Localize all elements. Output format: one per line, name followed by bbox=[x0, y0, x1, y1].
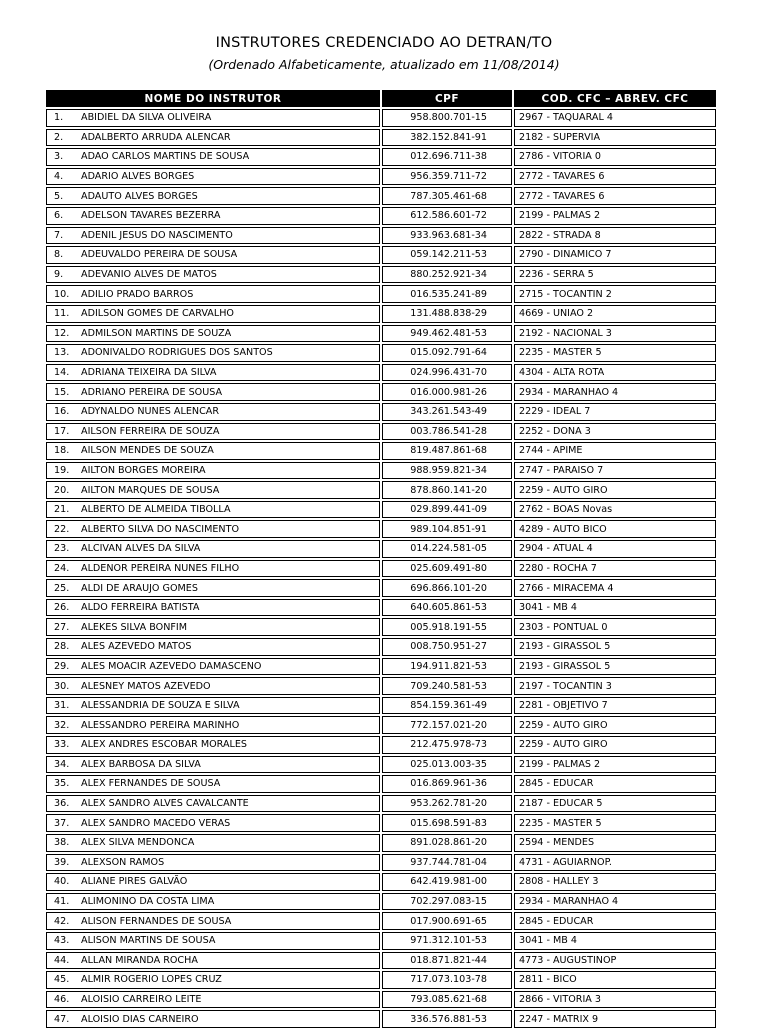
instructor-name-cell bbox=[46, 1010, 380, 1028]
row-number: 39. bbox=[54, 856, 70, 868]
instructor-name: ADRIANA TEIXEIRA DA SILVA bbox=[81, 367, 217, 379]
instructor-name: ALBERTO SILVA DO NASCIMENTO bbox=[81, 523, 240, 535]
cpf-cell: 717.073.103-78 bbox=[382, 971, 512, 989]
table-row bbox=[46, 971, 716, 989]
instructor-name: ALEX SILVA MENDONCA bbox=[81, 837, 195, 849]
instructor-name: ADAUTO ALVES BORGES bbox=[81, 190, 198, 202]
cpf-cell: 880.252.921-34 bbox=[382, 266, 512, 284]
cpf-cell: 194.911.821-53 bbox=[382, 658, 512, 676]
instructor-name: ADAO CARLOS MARTINS DE SOUSA bbox=[81, 151, 250, 163]
row-number: 30. bbox=[54, 680, 70, 692]
instructor-name: ALISON MARTINS DE SOUSA bbox=[81, 935, 216, 947]
cpf-cell: 640.605.861-53 bbox=[382, 599, 512, 617]
instructor-name: ALDO FERREIRA BATISTA bbox=[81, 602, 200, 614]
instructor-name: ALMIR ROGERIO LOPES CRUZ bbox=[81, 974, 222, 986]
row-number: 32. bbox=[54, 719, 70, 731]
cpf-cell: 025.609.491-80 bbox=[382, 560, 512, 578]
cpf-cell: 956.359.711-72 bbox=[382, 168, 512, 186]
cpf-cell: 787.305.461-68 bbox=[382, 187, 512, 205]
cpf-cell: 131.488.838-29 bbox=[382, 305, 512, 323]
instructor-name: ADELSON TAVARES BEZERRA bbox=[81, 210, 221, 222]
cpf-cell: 025.013.003-35 bbox=[382, 756, 512, 774]
row-number: 37. bbox=[54, 817, 70, 829]
cpf-cell: 018.871.821-44 bbox=[382, 952, 512, 970]
cpf-cell: 642.419.981-00 bbox=[382, 873, 512, 891]
cpf-cell: 212.475.978-73 bbox=[382, 736, 512, 754]
instructor-name-cell bbox=[46, 423, 380, 441]
document-title: INSTRUTORES CREDENCIADO AO DETRAN/TO bbox=[215, 35, 553, 51]
table-row bbox=[46, 716, 716, 734]
table-row bbox=[46, 873, 716, 891]
instructor-name-cell bbox=[46, 560, 380, 578]
cpf-cell: 016.535.241-89 bbox=[382, 285, 512, 303]
header-name: NOME DO INSTRUTOR bbox=[46, 90, 380, 107]
table-row bbox=[46, 383, 716, 401]
cpf-cell: 702.297.083-15 bbox=[382, 893, 512, 911]
instructor-name: ALEX ANDRES ESCOBAR MORALES bbox=[81, 739, 248, 751]
row-number: 11. bbox=[54, 308, 70, 320]
table-row bbox=[46, 1010, 716, 1028]
cfc-cell: 2766 - MIRACEMA 4 bbox=[514, 579, 716, 597]
instructor-name: ALCIVAN ALVES DA SILVA bbox=[81, 543, 201, 555]
cpf-cell: 382.152.841-91 bbox=[382, 129, 512, 147]
row-number: 8. bbox=[54, 249, 64, 261]
instructor-name-cell bbox=[46, 325, 380, 343]
row-number: 21. bbox=[54, 504, 70, 516]
instructor-name: ADENIL JESUS DO NASCIMENTO bbox=[81, 229, 233, 241]
cfc-cell: 4773 - AUGUSTINOP bbox=[514, 952, 716, 970]
instructor-name-cell bbox=[46, 109, 380, 127]
row-number: 12. bbox=[54, 327, 70, 339]
row-number: 22. bbox=[54, 523, 70, 535]
row-number: 42. bbox=[54, 915, 70, 927]
table-row bbox=[46, 795, 716, 813]
cfc-cell: 2934 - MARANHAO 4 bbox=[514, 383, 716, 401]
table-row bbox=[46, 677, 716, 695]
cpf-cell: 819.487.861-68 bbox=[382, 442, 512, 460]
cpf-cell: 696.866.101-20 bbox=[382, 579, 512, 597]
row-number: 25. bbox=[54, 582, 70, 594]
table-row bbox=[46, 129, 716, 147]
cfc-cell: 2866 - VITORIA 3 bbox=[514, 991, 716, 1009]
row-number: 6. bbox=[54, 210, 64, 222]
cfc-cell: 2247 - MATRIX 9 bbox=[514, 1010, 716, 1028]
table-row bbox=[46, 364, 716, 382]
instructor-name: ALOISIO CARREIRO LEITE bbox=[81, 994, 202, 1006]
instructor-name: AILSON MENDES DE SOUZA bbox=[81, 445, 214, 457]
instructor-name-cell bbox=[46, 952, 380, 970]
instructor-name-cell bbox=[46, 207, 380, 225]
instructor-name-cell bbox=[46, 873, 380, 891]
table-row bbox=[46, 442, 716, 460]
cfc-cell: 2236 - SERRA 5 bbox=[514, 266, 716, 284]
instructor-name: ADYNALDO NUNES ALENCAR bbox=[81, 406, 220, 418]
cpf-cell: 015.698.591-83 bbox=[382, 814, 512, 832]
row-number: 16. bbox=[54, 406, 70, 418]
instructor-name-cell bbox=[46, 481, 380, 499]
cpf-cell: 989.104.851-91 bbox=[382, 520, 512, 538]
instructor-name: ALES AZEVEDO MATOS bbox=[81, 641, 192, 653]
cfc-cell: 2786 - VITORIA 0 bbox=[514, 148, 716, 166]
instructor-name: ADARIO ALVES BORGES bbox=[81, 171, 195, 183]
instructor-name-cell bbox=[46, 129, 380, 147]
table-row bbox=[46, 991, 716, 1009]
instructor-name-cell bbox=[46, 540, 380, 558]
table-row bbox=[46, 168, 716, 186]
cpf-cell: 015.092.791-64 bbox=[382, 344, 512, 362]
cfc-cell: 2934 - MARANHAO 4 bbox=[514, 893, 716, 911]
row-number: 17. bbox=[54, 425, 70, 437]
table-row bbox=[46, 912, 716, 930]
instructor-name-cell bbox=[46, 697, 380, 715]
row-number: 7. bbox=[54, 229, 64, 241]
instructor-name: ALOISIO DIAS CARNEIRO bbox=[81, 1013, 199, 1025]
instructor-name: AILTON MARQUES DE SOUSA bbox=[81, 484, 220, 496]
instructor-name-cell bbox=[46, 638, 380, 656]
table-row bbox=[46, 775, 716, 793]
instructor-name-cell bbox=[46, 246, 380, 264]
instructor-name: ADALBERTO ARRUDA ALENCAR bbox=[81, 131, 231, 143]
cfc-cell: 4731 - AGUIARNOP. bbox=[514, 854, 716, 872]
header-cfc: COD. CFC – ABREV. CFC bbox=[514, 90, 716, 107]
cfc-cell: 4289 - AUTO BICO bbox=[514, 520, 716, 538]
instructor-name: ALLAN MIRANDA ROCHA bbox=[81, 954, 198, 966]
row-number: 20. bbox=[54, 484, 70, 496]
cfc-cell: 2197 - TOCANTIN 3 bbox=[514, 677, 716, 695]
instructor-name: ABIDIEL DA SILVA OLIVEIRA bbox=[81, 112, 212, 124]
row-number: 19. bbox=[54, 464, 70, 476]
cpf-cell: 017.900.691-65 bbox=[382, 912, 512, 930]
table-row bbox=[46, 246, 716, 264]
instructor-name-cell bbox=[46, 618, 380, 636]
cpf-cell: 971.312.101-53 bbox=[382, 932, 512, 950]
cfc-cell: 2259 - AUTO GIRO bbox=[514, 716, 716, 734]
cfc-cell: 2192 - NACIONAL 3 bbox=[514, 325, 716, 343]
cfc-cell: 2594 - MENDES bbox=[514, 834, 716, 852]
header-cpf: CPF bbox=[382, 90, 512, 107]
instructor-name-cell bbox=[46, 148, 380, 166]
instructor-name: ALEX BARBOSA DA SILVA bbox=[81, 758, 201, 770]
table-row bbox=[46, 285, 716, 303]
table-row bbox=[46, 501, 716, 519]
instructor-name-cell bbox=[46, 658, 380, 676]
cfc-cell: 2822 - STRADA 8 bbox=[514, 227, 716, 245]
cfc-cell: 2845 - EDUCAR bbox=[514, 775, 716, 793]
table-row bbox=[46, 266, 716, 284]
cfc-cell: 2281 - OBJETIVO 7 bbox=[514, 697, 716, 715]
cfc-cell: 2715 - TOCANTIN 2 bbox=[514, 285, 716, 303]
cfc-cell: 2193 - GIRASSOL 5 bbox=[514, 638, 716, 656]
row-number: 2. bbox=[54, 131, 64, 143]
cpf-cell: 949.462.481-53 bbox=[382, 325, 512, 343]
instructor-name: ALEX SANDRO ALVES CAVALCANTE bbox=[81, 798, 249, 810]
table-row bbox=[46, 540, 716, 558]
row-number: 33. bbox=[54, 739, 70, 751]
table-row bbox=[46, 560, 716, 578]
instructor-name-cell bbox=[46, 520, 380, 538]
row-number: 4. bbox=[54, 171, 64, 183]
cpf-cell: 937.744.781-04 bbox=[382, 854, 512, 872]
instructor-name-cell bbox=[46, 501, 380, 519]
instructor-name-cell bbox=[46, 991, 380, 1009]
instructor-name: ADEVANIO ALVES DE MATOS bbox=[81, 269, 217, 281]
table-row bbox=[46, 462, 716, 480]
cfc-cell: 2772 - TAVARES 6 bbox=[514, 168, 716, 186]
cpf-cell: 343.261.543-49 bbox=[382, 403, 512, 421]
table-row bbox=[46, 697, 716, 715]
cpf-cell: 003.786.541-28 bbox=[382, 423, 512, 441]
table-row bbox=[46, 834, 716, 852]
instructor-name-cell bbox=[46, 912, 380, 930]
cpf-cell: 014.224.581-05 bbox=[382, 540, 512, 558]
table-row bbox=[46, 325, 716, 343]
instructor-name: AILSON FERREIRA DE SOUZA bbox=[81, 425, 220, 437]
instructor-name: ALDENOR PEREIRA NUNES FILHO bbox=[81, 562, 240, 574]
row-number: 5. bbox=[54, 190, 64, 202]
table-row bbox=[46, 756, 716, 774]
table-row bbox=[46, 618, 716, 636]
row-number: 1. bbox=[54, 112, 64, 124]
row-number: 13. bbox=[54, 347, 70, 359]
instructor-name-cell bbox=[46, 383, 380, 401]
cpf-cell: 005.918.191-55 bbox=[382, 618, 512, 636]
cpf-cell: 008.750.951-27 bbox=[382, 638, 512, 656]
instructor-name-cell bbox=[46, 168, 380, 186]
instructor-name-cell bbox=[46, 932, 380, 950]
cfc-cell: 2772 - TAVARES 6 bbox=[514, 187, 716, 205]
row-number: 24. bbox=[54, 562, 70, 574]
row-number: 29. bbox=[54, 660, 70, 672]
row-number: 47. bbox=[54, 1013, 70, 1025]
cpf-cell: 012.696.711-38 bbox=[382, 148, 512, 166]
instructor-name-cell bbox=[46, 677, 380, 695]
row-number: 46. bbox=[54, 994, 70, 1006]
instructor-name: ALEKES SILVA BONFIM bbox=[81, 621, 187, 633]
cfc-cell: 2229 - IDEAL 7 bbox=[514, 403, 716, 421]
instructor-name: ALESSANDRIA DE SOUZA E SILVA bbox=[81, 700, 240, 712]
table-row bbox=[46, 854, 716, 872]
instructor-name-cell bbox=[46, 305, 380, 323]
table-header-row bbox=[46, 90, 716, 107]
table-row bbox=[46, 305, 716, 323]
cpf-cell: 016.000.981-26 bbox=[382, 383, 512, 401]
instructor-name: ALEX FERNANDES DE SOUSA bbox=[81, 778, 221, 790]
row-number: 38. bbox=[54, 837, 70, 849]
instructor-name-cell bbox=[46, 795, 380, 813]
instructor-name: ALEXSON RAMOS bbox=[81, 856, 165, 868]
cfc-cell: 2747 - PARAISO 7 bbox=[514, 462, 716, 480]
table-row bbox=[46, 579, 716, 597]
instructor-name: ALBERTO DE ALMEIDA TIBOLLA bbox=[81, 504, 231, 516]
cfc-cell: 2199 - PALMAS 2 bbox=[514, 756, 716, 774]
instructor-name-cell bbox=[46, 971, 380, 989]
instructor-name-cell bbox=[46, 403, 380, 421]
row-number: 35. bbox=[54, 778, 70, 790]
cfc-cell: 2808 - HALLEY 3 bbox=[514, 873, 716, 891]
row-number: 3. bbox=[54, 151, 64, 163]
cfc-cell: 3041 - MB 4 bbox=[514, 932, 716, 950]
instructor-name: ALISON FERNANDES DE SOUSA bbox=[81, 915, 232, 927]
cpf-cell: 029.899.441-09 bbox=[382, 501, 512, 519]
instructor-name: ADRIANO PEREIRA DE SOUSA bbox=[81, 386, 223, 398]
table-row bbox=[46, 403, 716, 421]
instructor-name-cell bbox=[46, 266, 380, 284]
row-number: 40. bbox=[54, 876, 70, 888]
row-number: 15. bbox=[54, 386, 70, 398]
instructor-name-cell bbox=[46, 834, 380, 852]
table-row bbox=[46, 423, 716, 441]
cpf-cell: 059.142.211-53 bbox=[382, 246, 512, 264]
cpf-cell: 854.159.361-49 bbox=[382, 697, 512, 715]
instructor-name-cell bbox=[46, 599, 380, 617]
cfc-cell: 4669 - UNIAO 2 bbox=[514, 305, 716, 323]
row-number: 28. bbox=[54, 641, 70, 653]
cpf-cell: 612.586.601-72 bbox=[382, 207, 512, 225]
table-row bbox=[46, 227, 716, 245]
instructor-name-cell bbox=[46, 344, 380, 362]
instructor-name: ADILIO PRADO BARROS bbox=[81, 288, 194, 300]
row-number: 14. bbox=[54, 367, 70, 379]
table-row bbox=[46, 207, 716, 225]
cpf-cell: 024.996.431-70 bbox=[382, 364, 512, 382]
cfc-cell: 2259 - AUTO GIRO bbox=[514, 481, 716, 499]
table-row bbox=[46, 638, 716, 656]
instructor-name: ALEX SANDRO MACEDO VERAS bbox=[81, 817, 231, 829]
cfc-cell: 2744 - APIME bbox=[514, 442, 716, 460]
instructor-name-cell bbox=[46, 462, 380, 480]
table-row bbox=[46, 109, 716, 127]
instructor-name: ALDI DE ARAUJO GOMES bbox=[81, 582, 198, 594]
table-row bbox=[46, 520, 716, 538]
instructor-name: ALES MOACIR AZEVEDO DAMASCENO bbox=[81, 660, 262, 672]
cfc-cell: 2790 - DINAMICO 7 bbox=[514, 246, 716, 264]
instructor-name: ADMILSON MARTINS DE SOUZA bbox=[81, 327, 232, 339]
table-row bbox=[46, 952, 716, 970]
cfc-cell: 2904 - ATUAL 4 bbox=[514, 540, 716, 558]
cfc-cell: 2811 - BICO bbox=[514, 971, 716, 989]
cpf-cell: 933.963.681-34 bbox=[382, 227, 512, 245]
instructors-table bbox=[44, 88, 718, 1030]
table-row bbox=[46, 736, 716, 754]
cpf-cell: 016.869.961-36 bbox=[382, 775, 512, 793]
instructor-name-cell bbox=[46, 854, 380, 872]
cpf-cell: 709.240.581-53 bbox=[382, 677, 512, 695]
row-number: 44. bbox=[54, 954, 70, 966]
instructor-name-cell bbox=[46, 227, 380, 245]
table-row bbox=[46, 893, 716, 911]
cfc-cell: 4304 - ALTA ROTA bbox=[514, 364, 716, 382]
instructor-name-cell bbox=[46, 893, 380, 911]
row-number: 31. bbox=[54, 700, 70, 712]
cfc-cell: 2762 - BOAS Novas bbox=[514, 501, 716, 519]
instructor-name-cell bbox=[46, 442, 380, 460]
cpf-cell: 988.959.821-34 bbox=[382, 462, 512, 480]
row-number: 45. bbox=[54, 974, 70, 986]
instructor-name: ALESNEY MATOS AZEVEDO bbox=[81, 680, 211, 692]
table-row bbox=[46, 932, 716, 950]
table-row bbox=[46, 344, 716, 362]
cfc-cell: 2845 - EDUCAR bbox=[514, 912, 716, 930]
instructor-name: ALIANE PIRES GALVÃO bbox=[81, 876, 188, 888]
cpf-cell: 336.576.881-53 bbox=[382, 1010, 512, 1028]
instructor-name-cell bbox=[46, 756, 380, 774]
instructor-name-cell bbox=[46, 716, 380, 734]
instructor-name-cell bbox=[46, 814, 380, 832]
cpf-cell: 878.860.141-20 bbox=[382, 481, 512, 499]
row-number: 23. bbox=[54, 543, 70, 555]
instructor-name: ADEUVALDO PEREIRA DE SOUSA bbox=[81, 249, 238, 261]
instructor-name: AILTON BORGES MOREIRA bbox=[81, 464, 206, 476]
cfc-cell: 2967 - TAQUARAL 4 bbox=[514, 109, 716, 127]
instructor-name-cell bbox=[46, 187, 380, 205]
instructor-name: ALESSANDRO PEREIRA MARINHO bbox=[81, 719, 240, 731]
instructor-name-cell bbox=[46, 775, 380, 793]
table-row bbox=[46, 148, 716, 166]
cfc-cell: 2235 - MASTER 5 bbox=[514, 814, 716, 832]
row-number: 43. bbox=[54, 935, 70, 947]
table-body bbox=[46, 109, 716, 1028]
instructor-name-cell bbox=[46, 579, 380, 597]
row-number: 18. bbox=[54, 445, 70, 457]
instructor-name: ALIMONINO DA COSTA LIMA bbox=[81, 896, 215, 908]
row-number: 36. bbox=[54, 798, 70, 810]
cfc-cell: 2182 - SUPERVIA bbox=[514, 129, 716, 147]
cfc-cell: 3041 - MB 4 bbox=[514, 599, 716, 617]
cfc-cell: 2303 - PONTUAL 0 bbox=[514, 618, 716, 636]
table-row bbox=[46, 187, 716, 205]
row-number: 41. bbox=[54, 896, 70, 908]
instructor-name: ADILSON GOMES DE CARVALHO bbox=[81, 308, 234, 320]
cfc-cell: 2280 - ROCHA 7 bbox=[514, 560, 716, 578]
cfc-cell: 2252 - DONA 3 bbox=[514, 423, 716, 441]
cfc-cell: 2235 - MASTER 5 bbox=[514, 344, 716, 362]
cpf-cell: 793.085.621-68 bbox=[382, 991, 512, 1009]
instructor-name-cell bbox=[46, 364, 380, 382]
row-number: 26. bbox=[54, 602, 70, 614]
cpf-cell: 953.262.781-20 bbox=[382, 795, 512, 813]
instructor-name: ADONIVALDO RODRIGUES DOS SANTOS bbox=[81, 347, 273, 359]
row-number: 27. bbox=[54, 621, 70, 633]
table-row bbox=[46, 814, 716, 832]
table-row bbox=[46, 599, 716, 617]
cfc-cell: 2199 - PALMAS 2 bbox=[514, 207, 716, 225]
document-subtitle: (Ordenado Alfabeticamente, atualizado em 11/08/2014) bbox=[208, 57, 560, 72]
cpf-cell: 958.800.701-15 bbox=[382, 109, 512, 127]
instructor-name-cell bbox=[46, 285, 380, 303]
table-row bbox=[46, 658, 716, 676]
cpf-cell: 772.157.021-20 bbox=[382, 716, 512, 734]
instructor-name-cell bbox=[46, 736, 380, 754]
row-number: 10. bbox=[54, 288, 70, 300]
cfc-cell: 2187 - EDUCAR 5 bbox=[514, 795, 716, 813]
table-row bbox=[46, 481, 716, 499]
cpf-cell: 891.028.861-20 bbox=[382, 834, 512, 852]
row-number: 34. bbox=[54, 758, 70, 770]
cfc-cell: 2193 - GIRASSOL 5 bbox=[514, 658, 716, 676]
cfc-cell: 2259 - AUTO GIRO bbox=[514, 736, 716, 754]
row-number: 9. bbox=[54, 269, 64, 281]
